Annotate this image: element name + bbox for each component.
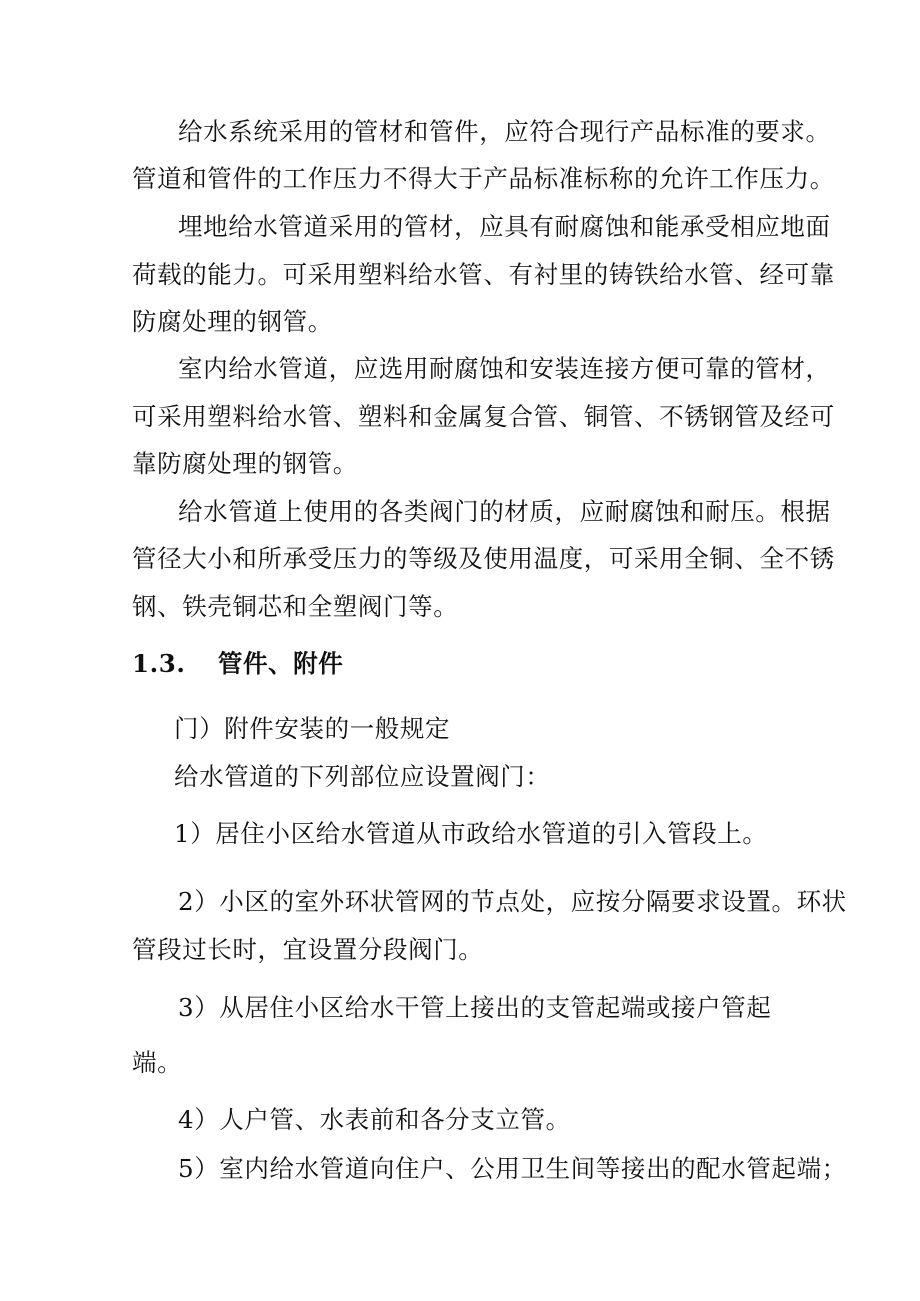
paragraph-3-line-1: 室内给水管道，应选用耐腐蚀和安装连接方便可靠的管材， [178,354,831,383]
paragraph-1-line-2: 管道和管件的工作压力不得大于产品标准标称的允许工作压力。 [132,164,835,193]
list-item-1: 1）居住小区给水管道从市政给水管道的引入管段上。 [174,819,768,848]
intro-text: 给水管道的下列部位应设置阀门： [174,762,551,791]
paragraph-2-line-2: 荷载的能力。可采用塑料给水管、有衬里的铸铁给水管、经可靠 [132,260,835,289]
paragraph-4-line-2: 管径大小和所承受压力的等级及使用温度，可采用全铜、全不锈 [132,544,835,573]
paragraph-4-line-3: 钢、铁壳铜芯和全塑阀门等。 [132,592,459,621]
paragraph-1-line-1: 给水系统采用的管材和管件，应符合现行产品标准的要求。 [178,117,831,146]
paragraph-3-line-2: 可采用塑料给水管、塑料和金属复合管、铜管、不锈钢管及经可 [132,402,835,431]
section-heading [132,648,343,680]
paragraph-4-line-1: 给水管道上使用的各类阀门的材质，应耐腐蚀和耐压。根据 [178,497,831,526]
list-item-2-line-2: 管段过长时，宜设置分段阀门。 [132,935,484,964]
paragraph-2-line-3: 防腐处理的钢管。 [132,307,333,336]
list-item-3-line-1: 3）从居住小区给水干管上接出的支管起端或接户管起 [178,993,772,1022]
section-number: 1.3. [132,649,186,678]
section-title: 管件、附件 [217,649,344,678]
paragraph-3-line-3: 靠防腐处理的钢管。 [132,449,358,478]
list-item-3-line-2: 端。 [132,1048,183,1077]
list-item-5: 5）室内给水管道向住户、公用卫生间等接出的配水管起端； [178,1154,847,1183]
list-item-2-line-1: 2）小区的室外环状管网的节点处，应按分隔要求设置。环状 [178,887,847,916]
subsection-title: 门）附件安装的一般规定 [174,714,451,743]
list-item-4: 4）人户管、水表前和各分支立管。 [178,1105,571,1134]
paragraph-2-line-1: 埋地给水管道采用的管材，应具有耐腐蚀和能承受相应地面 [178,212,831,241]
